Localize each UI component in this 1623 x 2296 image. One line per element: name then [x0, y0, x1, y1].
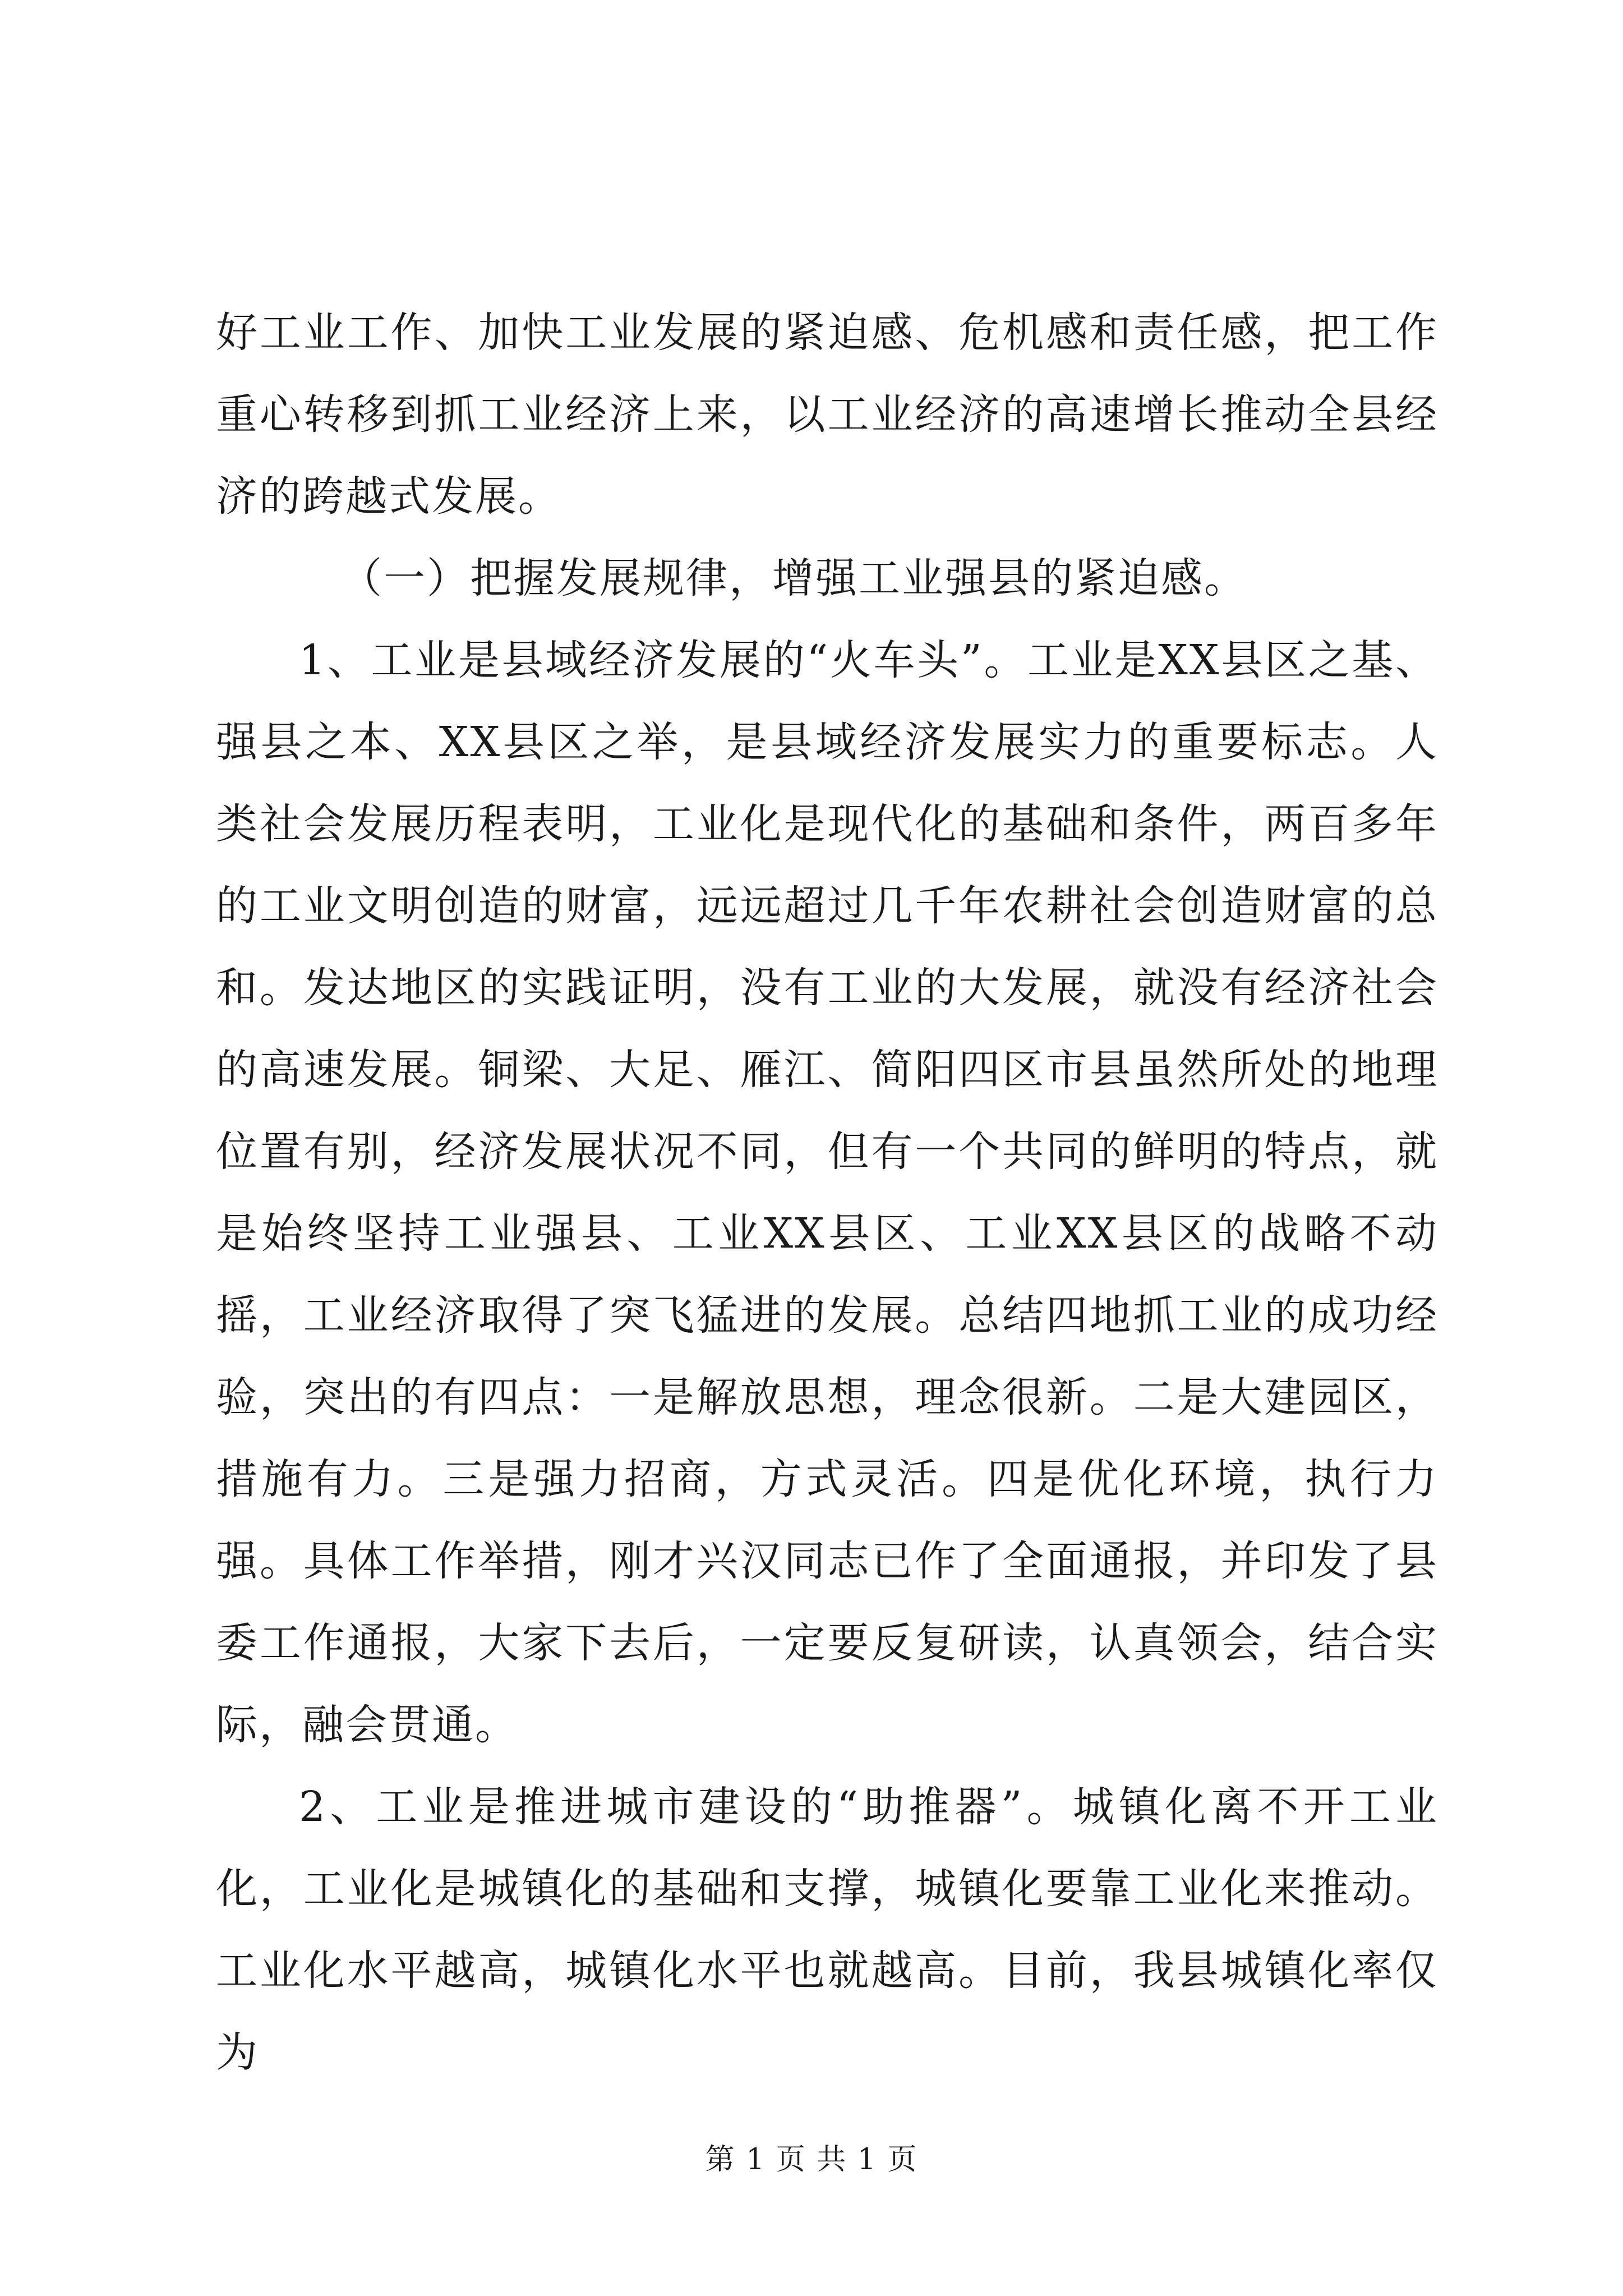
section-heading: （一）把握发展规律，增强工业强县的紧迫感。	[340, 554, 1247, 602]
paragraph-continuation: 好工业工作、加快工业发展的紧迫感、危机感和责任感，把工作重心转移到抓工业经济上来，以工业经济的高速增长推动全县经济的跨越式发展。	[216, 309, 1438, 521]
page-footer: 第 1 页 共 1 页	[705, 2143, 918, 2177]
document-body	[216, 292, 1438, 2093]
paragraph-point-1: 1、工业是县域经济发展的“火车头”。工业是XX县区之基、强县之本、XX县区之举，是县域经济发展实力的重要标志。人类社会发展历程表明，工业化是现代化的基础和条件，两百多年的工业文明创造的财富，远远超过几千年农耕社会创造财富的总和。发达地区的实践证明，没有工业的大发展，就没有经济社会的高速发展。铜梁、大足、雁江、简阳四区市县虽然所处的地理位置有别，经济发展状况不同，但有一个共同的鲜明的特点，就是始终坚持工业强县、工业XX县区、工业XX县区的战略不动摇，工业经济取得了突飞猛进的发展。总结四地抓工业的成功经验，突出的有四点：一是解放思想，理念很新。二是大建园区，措施有力。三是强力招商，方式灵活。四是优化环境，执行力强。具体工作举措，刚才兴汉同志已作了全面通报，并印发了县委工作通报，大家下去后，一定要反复研读，认真领会，结合实际，融会贯通。	[216, 636, 1438, 1749]
paragraph-point-2: 2、工业是推进城市建设的“助推器”。城镇化离不开工业化，工业化是城镇化的基础和支撑，城镇化要靠工业化来推动。工业化水平越高，城镇化水平也就越高。目前，我县城镇化率仅为	[216, 1783, 1438, 2077]
